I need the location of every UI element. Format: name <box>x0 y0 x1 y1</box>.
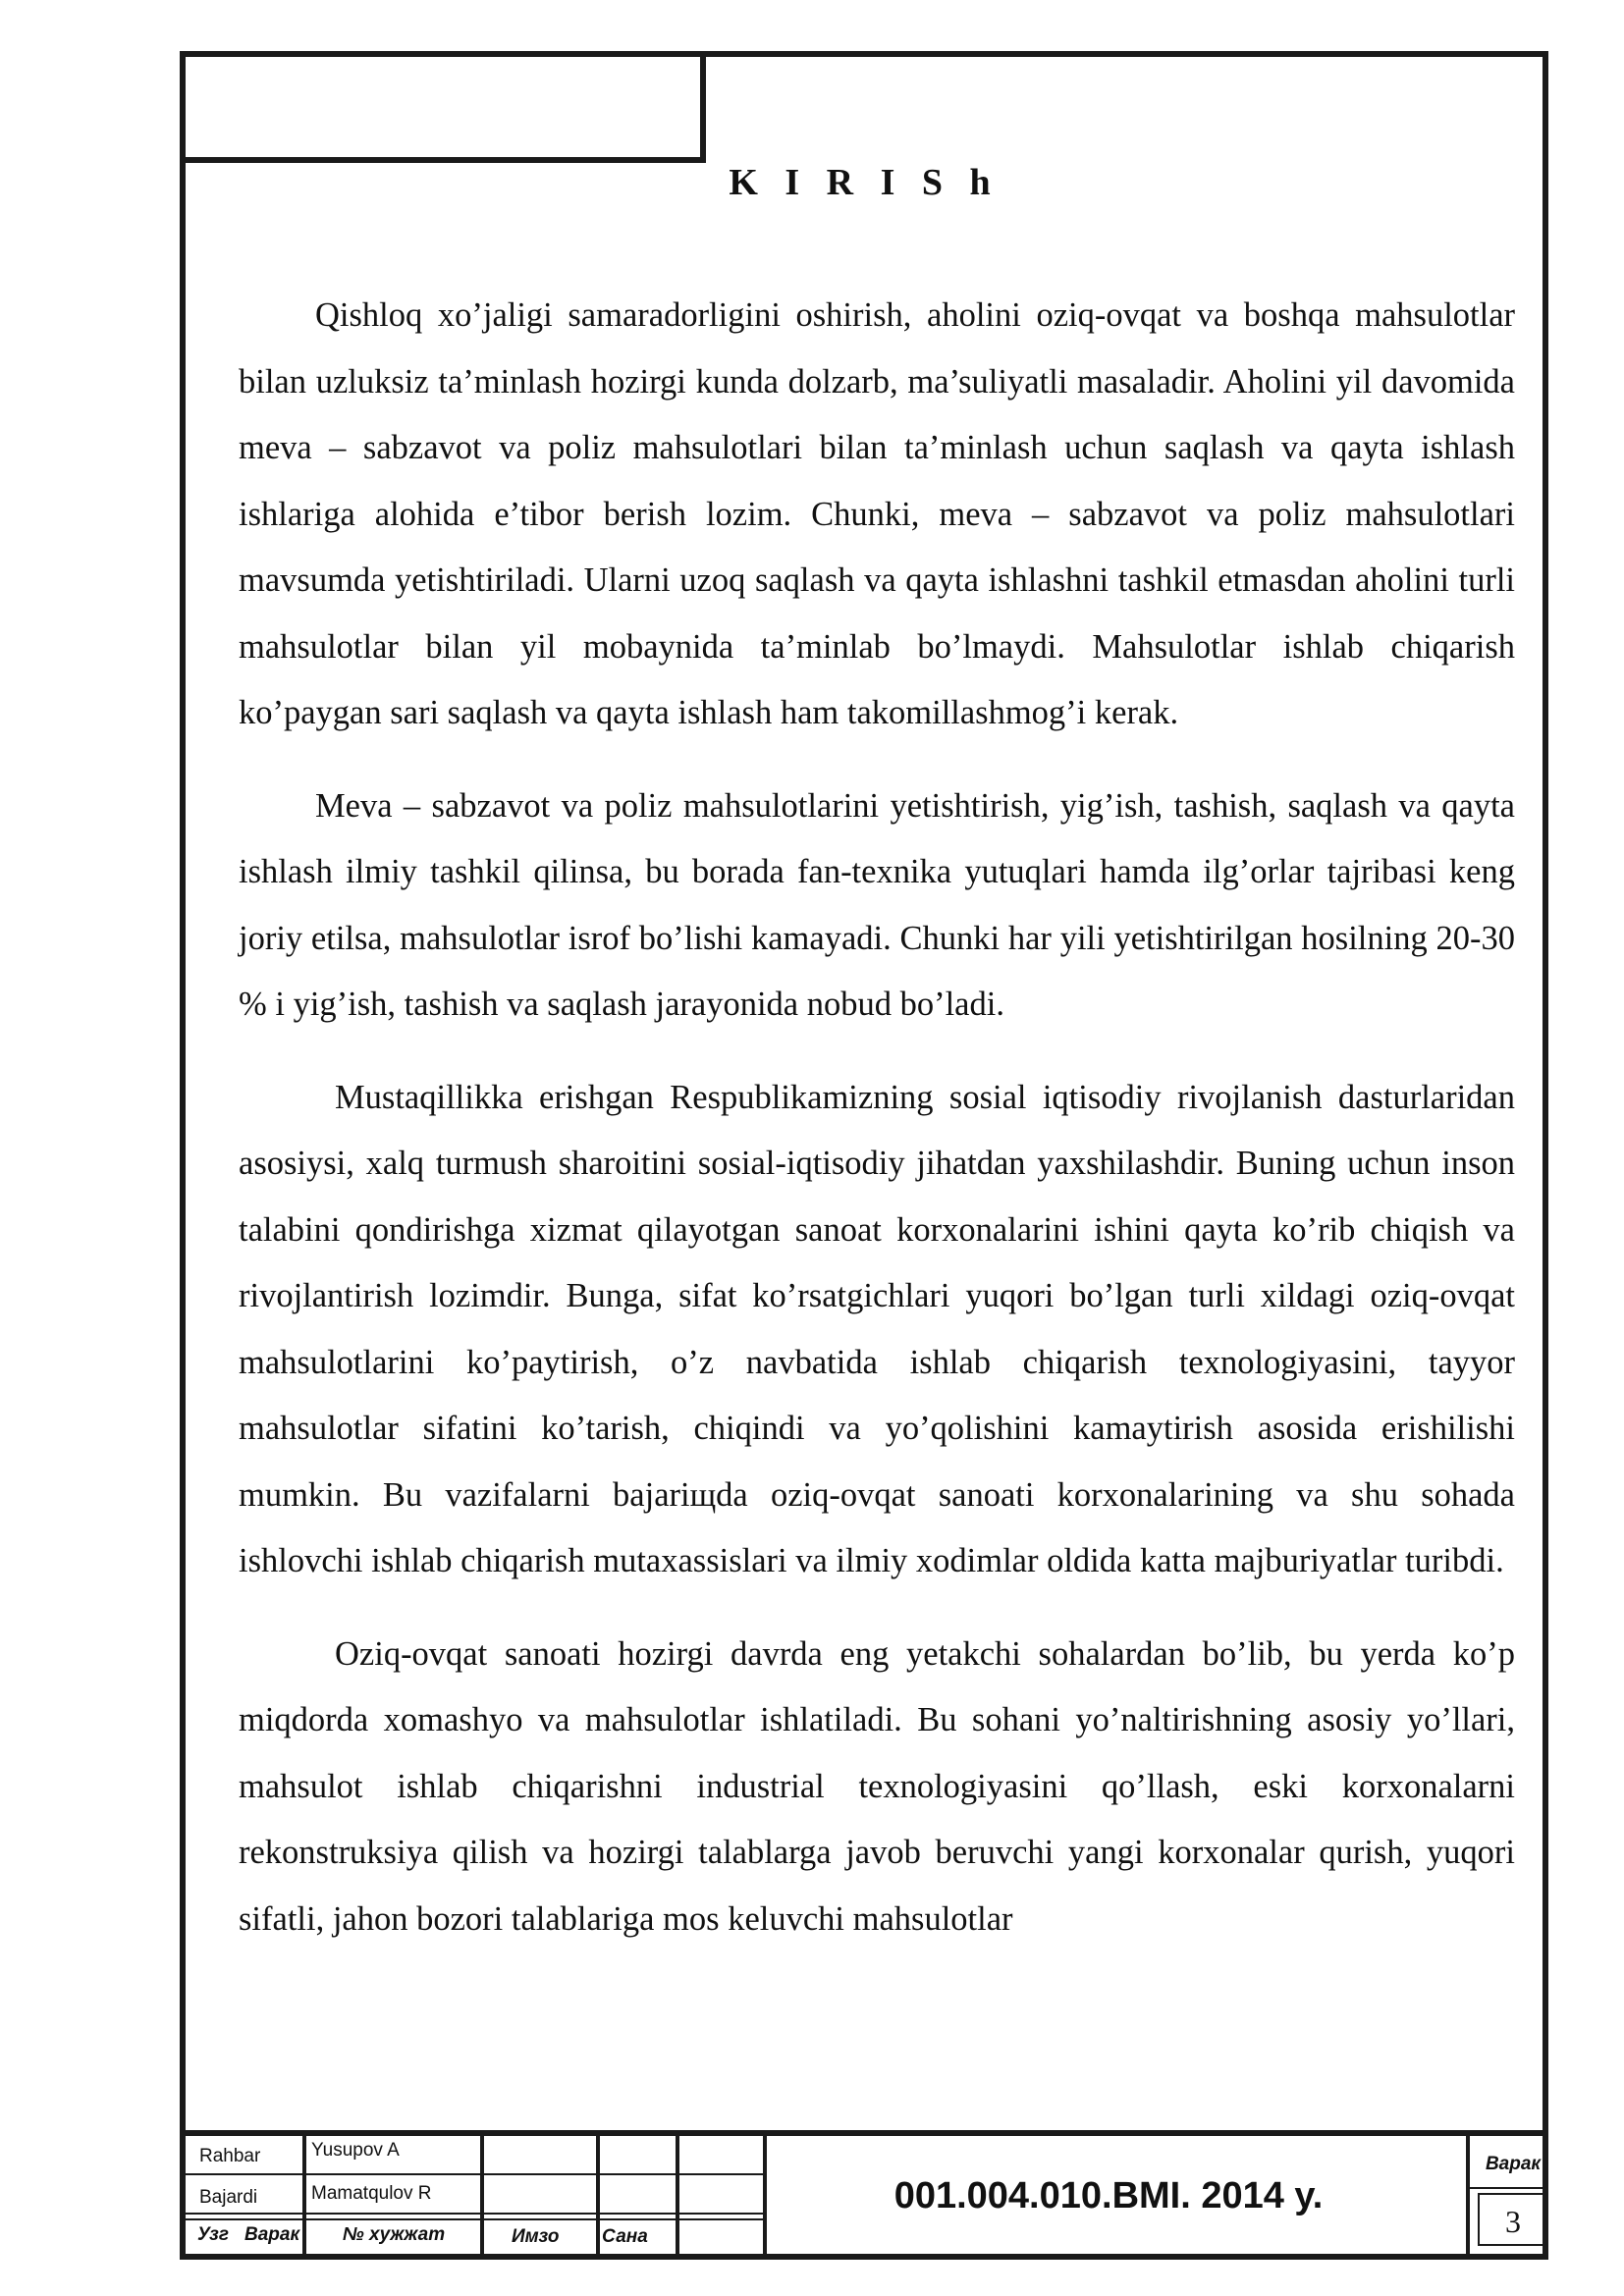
grid-line <box>186 2218 763 2220</box>
role-performer: Bajardi <box>199 2187 258 2208</box>
grid-line <box>596 2130 600 2254</box>
grid-line <box>186 2213 763 2215</box>
grid-line <box>186 2173 763 2175</box>
body-text <box>239 283 1515 1979</box>
paragraph-4: Oziq-ovqat sanoati hozirgi davrda eng yetakchi sohalardan bo’lib, bu yerda ko’p miqdorda xomashyo va mahsulotlar ishlatiladi. Bu sohani yo’naltirishning asosiy yo’llari, mahsulot ishlab chiqarishni industrial texnologiyasini qo’llash, eski korxonalarni rekonstruksiya qilish va hozirgi talablarga javob beruvchi yangi korxonalar qurish, yuqori sifatli, jahon bozori talablariga mos keluvchi mahsulotlar <box>239 1634 1515 1938</box>
grid-line <box>676 2136 679 2254</box>
header-signature: Имзо <box>512 2226 560 2247</box>
document-code: 001.004.010.BMI. 2014 y. <box>893 2175 1324 2216</box>
header-date: Сана <box>602 2226 648 2247</box>
title-block <box>186 2130 1543 2254</box>
header-change: Узг <box>197 2224 229 2245</box>
paragraph-1: Qishloq xo’jaligi samaradorligini oshirish, aholini oziq-ovqat va boshqa mahsulotlar bilan uzluksiz ta’minlash hozirgi kunda dolzarb, ma’suliyatli masaladir. Aholini yil davomida meva – sabzavot va poliz mahsulotlari bilan ta’minlash uchun saqlash va qayta ishlash ishlariga alohida e’tibor berish lozim. Chunki, meva – sabzavot va poliz mahsulotlari mavsumda yetishtiriladi. Ularni uzoq saqlash va qayta ishlashni tashkil etmasdan aholini turli mahsulotlar bilan yil mobaynida ta’minlab bo’lmaydi. Mahsulotlar ishlab chiqarish ko’paygan sari saqlash va qayta ishlash ham takomillashmog’i kerak. <box>239 296 1515 731</box>
header-sheet: Варак <box>244 2224 300 2245</box>
corner-box <box>186 57 706 163</box>
name-supervisor: Yusupov A <box>311 2140 400 2161</box>
paragraph-2: Meva – sabzavot va poliz mahsulotlarini yetishtirish, yig’ish, tashish, saqlash va qayta ishlash ilmiy tashkil qilinsa, bu borada fan-texnika yutuqlari hamda ilg’orlar tajribasi keng joriy etilsa, mahsulotlar isrof bo’lishi kamayadi. Chunki har yili yetishtirilgan hosilning 20-30 % i yig’ish, tashish va saqlash jarayonida nobud bo’ladi. <box>239 786 1515 1023</box>
grid-line <box>1466 2187 1548 2189</box>
grid-line <box>302 2136 306 2254</box>
name-performer: Mamatqulov R <box>311 2183 432 2204</box>
header-doc-no: № хужжат <box>343 2224 446 2245</box>
grid-line <box>763 2136 767 2254</box>
grid-line <box>480 2136 484 2254</box>
sheet-number: 3 <box>1478 2193 1548 2246</box>
sheet-label: Варак <box>1485 2154 1542 2174</box>
paragraph-3: Mustaqillikka erishgan Respublikamizning sosial iqtisodiy rivojlanish dasturlaridan asosiysi, xalq turmush sharoitini sosial-iqtisodiy jihatdan yaxshilashdir. Buning uchun inson talabini qondirishga xizmat qilayotgan sanoat korxonalarini ishini qayta ko’rib chiqish va rivojlantirish lozimdir. Bunga, sifat ko’rsatgichlari yuqori bo’lgan turli xildagi oziq-ovqat mahsulotlarini ko’paytirish, o’z navbatida ishlab chiqarish texnologiyasini, tayyor mahsulotlar sifatini ko’tarish, chiqindi va yo’qolishini kamaytirish asosida erishilishi mumkin. Bu vazifalarni bajariщda oziq-ovqat sanoati korxonalarining va shu sohada ishlovchi ishlab chiqarish mutaxassislari va ilmiy xodimlar oldida katta majburiyatlar turibdi. <box>239 1078 1515 1579</box>
grid-line <box>1466 2136 1470 2254</box>
role-supervisor: Rahbar <box>199 2146 261 2166</box>
page-frame <box>180 51 1548 2260</box>
page-title: K I R I S h <box>729 162 1000 203</box>
